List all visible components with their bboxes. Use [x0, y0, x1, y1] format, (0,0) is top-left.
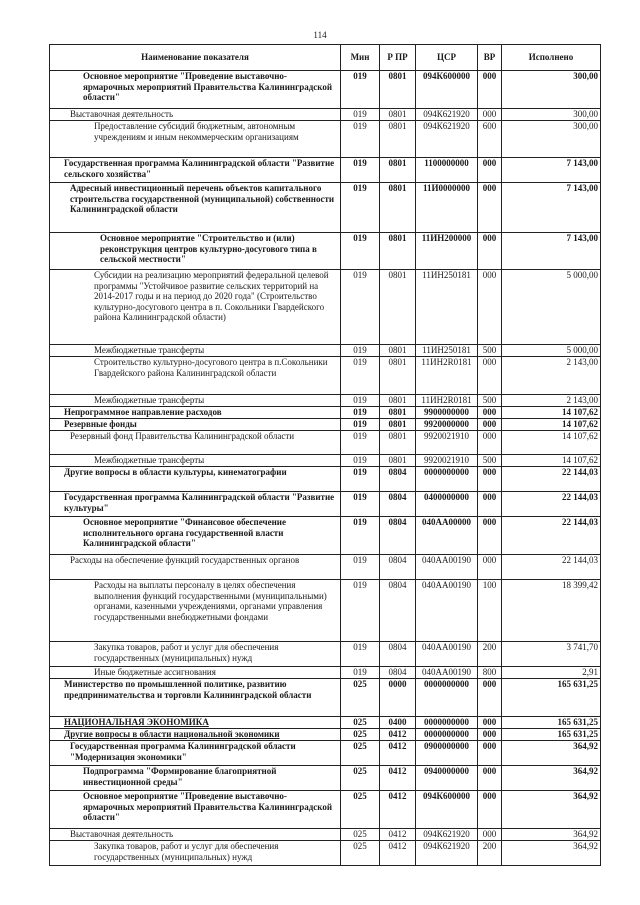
row-name: Другие вопросы в области национальной экономики	[50, 729, 341, 741]
row-min: 019	[341, 455, 380, 467]
row-rpr: 0804	[380, 580, 416, 642]
row-min: 019	[341, 71, 380, 109]
table-row	[50, 183, 601, 233]
table-row	[50, 270, 601, 345]
row-min: 019	[341, 467, 380, 492]
row-vr: 000	[478, 467, 502, 492]
row-min: 019	[341, 270, 380, 345]
row-amount: 364,92	[502, 766, 601, 791]
row-csr: 040АА00190	[416, 642, 478, 667]
row-csr: 9900000000	[416, 407, 478, 419]
table-row	[50, 717, 601, 729]
header-rpr: Р ПР	[380, 45, 416, 71]
row-name: Выставочная деятельность	[50, 829, 341, 841]
row-csr: 040АА00190	[416, 555, 478, 580]
row-rpr: 0412	[380, 829, 416, 841]
row-vr: 000	[478, 717, 502, 729]
row-min: 025	[341, 829, 380, 841]
header-vr: ВР	[478, 45, 502, 71]
row-name: Иные бюджетные ассигнования	[50, 667, 341, 679]
row-vr: 200	[478, 841, 502, 866]
budget-execution-table	[49, 44, 601, 866]
row-csr: 094К621920	[416, 829, 478, 841]
table-row	[50, 642, 601, 667]
table-row	[50, 395, 601, 407]
header-csr: ЦСР	[416, 45, 478, 71]
row-amount: 2 143,00	[502, 395, 601, 407]
row-csr: 0000000000	[416, 467, 478, 492]
row-name: Основное мероприятие "Финансовое обеспечение исполнительного органа государственной власти Калининградской области"	[50, 517, 341, 555]
row-name: Строительство культурно-досугового центра в п.Сокольники Гвардейского района Калининградской области	[50, 357, 341, 395]
row-min: 019	[341, 233, 380, 270]
row-csr: 11ИН250181	[416, 270, 478, 345]
row-rpr: 0801	[380, 270, 416, 345]
row-vr: 000	[478, 431, 502, 455]
row-min: 019	[341, 419, 380, 431]
row-vr: 000	[478, 517, 502, 555]
page-number: 114	[313, 30, 327, 40]
row-name: Государственная программа Калининградской области "Развитие культуры"	[50, 492, 341, 517]
row-min: 019	[341, 158, 380, 183]
row-rpr: 0801	[380, 395, 416, 407]
row-min: 019	[341, 517, 380, 555]
row-name: Основное мероприятие "Строительство и (или) реконструкция центров культурно-досугового типа в сельской местности"	[50, 233, 341, 270]
row-name: Министерство по промышленной политике, развитию предпринимательства и торговли Калининградской области	[50, 679, 341, 717]
row-name: Другие вопросы в области культуры, кинематографии	[50, 467, 341, 492]
row-min: 025	[341, 791, 380, 829]
row-vr: 500	[478, 455, 502, 467]
row-name: Адресный инвестиционный перечень объектов капитального строительства государственной (муниципальной) собственности Калининградской области	[50, 183, 341, 233]
row-rpr: 0801	[380, 71, 416, 109]
row-vr: 000	[478, 183, 502, 233]
row-amount: 22 144,03	[502, 467, 601, 492]
row-vr: 000	[478, 741, 502, 766]
table-row	[50, 109, 601, 121]
row-vr: 000	[478, 357, 502, 395]
table-row	[50, 766, 601, 791]
header-min: Мин	[341, 45, 380, 71]
row-amount: 5 000,00	[502, 345, 601, 357]
row-csr: 11ИН200000	[416, 233, 478, 270]
row-min: 019	[341, 555, 380, 580]
row-name: Выставочная деятельность	[50, 109, 341, 121]
row-amount: 3 741,70	[502, 642, 601, 667]
table-row	[50, 829, 601, 841]
row-csr: 0000000000	[416, 717, 478, 729]
table-row	[50, 419, 601, 431]
row-csr: 094К621920	[416, 109, 478, 121]
row-vr: 000	[478, 766, 502, 791]
table-row	[50, 357, 601, 395]
table-row	[50, 741, 601, 766]
row-amount: 22 144,03	[502, 517, 601, 555]
table-row	[50, 729, 601, 741]
row-amount: 14 107,62	[502, 407, 601, 419]
row-rpr: 0801	[380, 345, 416, 357]
table-header-row	[50, 45, 601, 71]
row-name: Расходы на выплаты персоналу в целях обеспечения выполнения функций государственными (муниципальными) органами, казенными учреждениями, органами управления государственными внебюджетными фондами	[50, 580, 341, 642]
row-csr: 11ИН2R0181	[416, 357, 478, 395]
row-amount: 22 144,03	[502, 555, 601, 580]
row-min: 019	[341, 667, 380, 679]
row-rpr: 0412	[380, 766, 416, 791]
row-min: 025	[341, 841, 380, 866]
row-amount: 300,00	[502, 121, 601, 158]
row-rpr: 0801	[380, 455, 416, 467]
row-rpr: 0804	[380, 667, 416, 679]
row-min: 025	[341, 741, 380, 766]
row-rpr: 0412	[380, 729, 416, 741]
table-row	[50, 345, 601, 357]
row-amount: 22 144,03	[502, 492, 601, 517]
row-name: Основное мероприятие "Проведение выставочно-ярмарочных мероприятий Правительства Калининградской области"	[50, 71, 341, 109]
row-vr: 000	[478, 729, 502, 741]
row-min: 019	[341, 580, 380, 642]
table-row	[50, 580, 601, 642]
row-vr: 000	[478, 679, 502, 717]
row-name: Субсидии на реализацию мероприятий федеральной целевой программы "Устойчивое развитие сельских территорий на 2014-2017 годы и на период до 2020 года" (Строительство культурно-досугового центра в п. Сокольники Гвардейского района Калининградской области)	[50, 270, 341, 345]
row-amount: 18 399,42	[502, 580, 601, 642]
table-row	[50, 407, 601, 419]
row-amount: 300,00	[502, 109, 601, 121]
row-amount: 165 631,25	[502, 729, 601, 741]
row-name: Государственная программа Калининградской области "Модернизация экономики"	[50, 741, 341, 766]
row-vr: 000	[478, 791, 502, 829]
row-csr: 0000000000	[416, 679, 478, 717]
row-amount: 14 107,62	[502, 431, 601, 455]
row-rpr: 0801	[380, 431, 416, 455]
row-rpr: 0801	[380, 357, 416, 395]
row-rpr: 0801	[380, 158, 416, 183]
row-csr: 094К621920	[416, 121, 478, 158]
table-row	[50, 121, 601, 158]
row-rpr: 0400	[380, 717, 416, 729]
table-row	[50, 455, 601, 467]
row-vr: 000	[478, 158, 502, 183]
table-row	[50, 71, 601, 109]
row-name: Резервные фонды	[50, 419, 341, 431]
row-amount: 14 107,62	[502, 419, 601, 431]
header-ispolneno: Исполнено	[502, 45, 601, 71]
row-vr: 000	[478, 407, 502, 419]
row-min: 025	[341, 679, 380, 717]
row-csr: 0940000000	[416, 766, 478, 791]
row-csr: 9920021910	[416, 455, 478, 467]
row-min: 019	[341, 109, 380, 121]
row-amount: 5 000,00	[502, 270, 601, 345]
row-csr: 11И0000000	[416, 183, 478, 233]
row-name: Непрограммное направление расходов	[50, 407, 341, 419]
row-vr: 000	[478, 492, 502, 517]
row-csr: 1100000000	[416, 158, 478, 183]
row-min: 019	[341, 395, 380, 407]
row-name: Государственная программа Калининградской области "Развитие сельского хозяйства"	[50, 158, 341, 183]
row-min: 019	[341, 121, 380, 158]
row-amount: 364,92	[502, 741, 601, 766]
row-amount: 2,91	[502, 667, 601, 679]
row-amount: 364,92	[502, 841, 601, 866]
row-csr: 040АА00190	[416, 667, 478, 679]
row-name: Закупка товаров, работ и услуг для обеспечения государственных (муниципальных) нужд	[50, 642, 341, 667]
row-min: 019	[341, 345, 380, 357]
row-rpr: 0412	[380, 791, 416, 829]
row-rpr: 0801	[380, 233, 416, 270]
row-name: Резервный фонд Правительства Калининградской области	[50, 431, 341, 455]
row-vr: 500	[478, 395, 502, 407]
row-min: 019	[341, 183, 380, 233]
row-name: Межбюджетные трансферты	[50, 345, 341, 357]
row-min: 025	[341, 717, 380, 729]
table-row	[50, 791, 601, 829]
row-vr: 000	[478, 270, 502, 345]
row-csr: 11ИН2R0181	[416, 395, 478, 407]
table-row	[50, 431, 601, 455]
row-vr: 000	[478, 71, 502, 109]
row-rpr: 0801	[380, 121, 416, 158]
row-min: 019	[341, 431, 380, 455]
row-amount: 7 143,00	[502, 183, 601, 233]
row-min: 019	[341, 407, 380, 419]
row-amount: 7 143,00	[502, 233, 601, 270]
row-amount: 7 143,00	[502, 158, 601, 183]
row-rpr: 0804	[380, 492, 416, 517]
row-csr: 0900000000	[416, 741, 478, 766]
row-csr: 0000000000	[416, 729, 478, 741]
row-csr: 040АА00000	[416, 517, 478, 555]
row-rpr: 0801	[380, 419, 416, 431]
row-amount: 14 107,62	[502, 455, 601, 467]
table-row	[50, 667, 601, 679]
table-row	[50, 467, 601, 492]
row-vr: 000	[478, 829, 502, 841]
row-csr: 0400000000	[416, 492, 478, 517]
row-rpr: 0412	[380, 841, 416, 866]
row-rpr: 0804	[380, 467, 416, 492]
row-vr: 200	[478, 642, 502, 667]
row-min: 019	[341, 357, 380, 395]
row-name: Закупка товаров, работ и услуг для обеспечения государственных (муниципальных) нужд	[50, 841, 341, 866]
row-vr: 000	[478, 419, 502, 431]
row-rpr: 0801	[380, 407, 416, 419]
table-row	[50, 841, 601, 866]
row-csr: 094К600000	[416, 791, 478, 829]
row-name: Основное мероприятие "Проведение выставочно-ярмарочных мероприятий Правительства Калининградской области"	[50, 791, 341, 829]
header-name: Наименование показателя	[50, 45, 341, 71]
table-row	[50, 517, 601, 555]
row-vr: 500	[478, 345, 502, 357]
row-vr: 000	[478, 109, 502, 121]
table-row	[50, 492, 601, 517]
row-amount: 165 631,25	[502, 717, 601, 729]
row-vr: 000	[478, 555, 502, 580]
row-rpr: 0801	[380, 183, 416, 233]
row-csr: 094К600000	[416, 71, 478, 109]
row-rpr: 0804	[380, 555, 416, 580]
row-amount: 2 143,00	[502, 357, 601, 395]
row-amount: 300,00	[502, 71, 601, 109]
row-min: 025	[341, 729, 380, 741]
row-csr: 9920000000	[416, 419, 478, 431]
row-name: Межбюджетные трансферты	[50, 395, 341, 407]
row-csr: 11ИН250181	[416, 345, 478, 357]
row-vr: 800	[478, 667, 502, 679]
table-row	[50, 555, 601, 580]
row-amount: 364,92	[502, 829, 601, 841]
row-vr: 100	[478, 580, 502, 642]
row-name: НАЦИОНАЛЬНАЯ ЭКОНОМИКА	[50, 717, 341, 729]
row-min: 019	[341, 492, 380, 517]
row-rpr: 0801	[380, 109, 416, 121]
row-vr: 600	[478, 121, 502, 158]
row-name: Расходы на обеспечение функций государственных органов	[50, 555, 341, 580]
row-amount: 165 631,25	[502, 679, 601, 717]
table-row	[50, 679, 601, 717]
row-rpr: 0804	[380, 642, 416, 667]
row-csr: 9920021910	[416, 431, 478, 455]
row-csr: 040АА00190	[416, 580, 478, 642]
row-name: Подпрограмма "Формирование благоприятной инвестиционной среды"	[50, 766, 341, 791]
row-rpr: 0000	[380, 679, 416, 717]
row-rpr: 0804	[380, 517, 416, 555]
row-name: Предоставление субсидий бюджетным, автономным учреждениям и иным некоммерческим организациям	[50, 121, 341, 158]
row-min: 019	[341, 642, 380, 667]
row-rpr: 0412	[380, 741, 416, 766]
row-vr: 000	[478, 233, 502, 270]
table-row	[50, 233, 601, 270]
row-amount: 364,92	[502, 791, 601, 829]
row-min: 025	[341, 766, 380, 791]
row-csr: 094К621920	[416, 841, 478, 866]
row-name: Межбюджетные трансферты	[50, 455, 341, 467]
table-row	[50, 158, 601, 183]
